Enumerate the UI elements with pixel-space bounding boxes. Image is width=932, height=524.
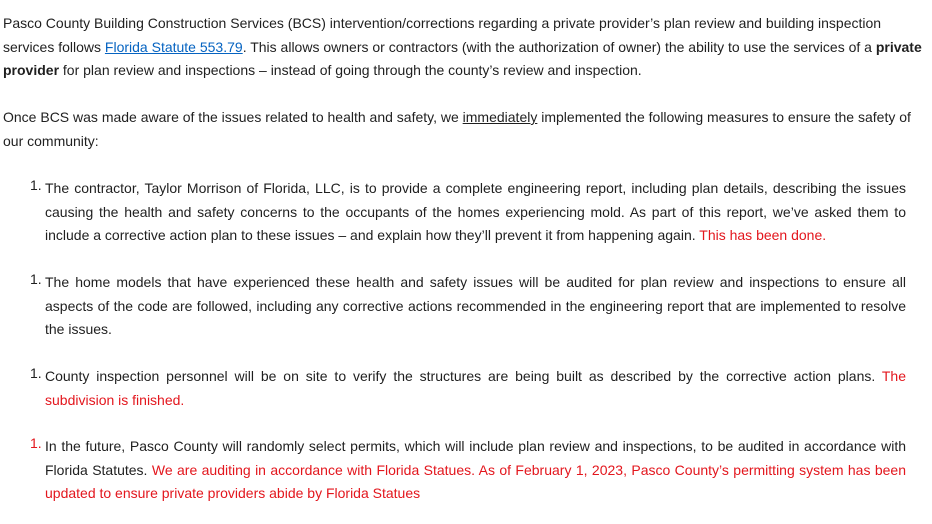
item-body: In the future, Pasco County will randomly select permits, which will include plan review and inspections, to be audited in accordance with Florida Statutes. [45, 438, 906, 478]
intro-paragraph [3, 12, 929, 83]
list-number: 1. [30, 365, 42, 381]
list-item [30, 435, 906, 506]
list-item-text [45, 177, 906, 248]
florida-statute-link[interactable]: Florida Statute 553.79 [104, 38, 243, 55]
item-body: The home models that have experienced these health and safety issues will be audited for plan review and inspections to ensure all aspects of the code are followed, including any corrective actions recommended in the engineering report that are implemented to resolve the issues. [45, 274, 906, 337]
item-status: This has been done. [699, 227, 827, 243]
list-number: 1. [30, 271, 42, 287]
intro-text-a: Pasco County Building Construction Services (BCS) intervention/corrections regarding a private provider’s plan review and building inspection services follows [3, 15, 882, 55]
list-item-text [45, 365, 906, 412]
measures-text-a: Once BCS was made aware of the issues related to health and safety, we [3, 109, 463, 125]
list-item-text [45, 271, 906, 342]
immediately-underlined: immediately [462, 109, 538, 125]
private-provider-bold: private provider [3, 38, 922, 78]
item-body: County inspection personnel will be on site to verify the structures are being built as described by the corrective action plans. [45, 368, 882, 384]
list-number: 1. [30, 177, 42, 193]
intro-text-b: . This allows owners or contractors (with the authorization of owner) the ability to use the services of a [242, 38, 876, 55]
list-item [30, 177, 906, 248]
measures-text-b: implemented the following measures to ensure the safety of our community: [3, 109, 911, 149]
list-item-text [45, 435, 906, 506]
item-status: We are auditing in accordance with Florida Statues. As of February 1, 2023, Pasco County’s permitting system has been updated to ensure private providers abide by Florida Statues [45, 461, 907, 501]
item-body: The contractor, Taylor Morrison of Florida, LLC, is to provide a complete engineering report, including plan details, describing the issues causing the health and safety concerns to the occupants of the homes experiencing mold. As part of this report, we’ve asked them to include a corrective action plan to these issues – and explain how they’ll prevent it from happening again. [45, 180, 906, 243]
item-status: The subdivision is finished. [45, 368, 906, 408]
measures-paragraph [3, 106, 929, 153]
list-item [30, 271, 906, 342]
intro-text-c: for plan review and inspections – instead of going through the county’s review and inspection. [59, 62, 642, 78]
list-number: 1. [30, 435, 42, 451]
list-item [30, 365, 906, 412]
